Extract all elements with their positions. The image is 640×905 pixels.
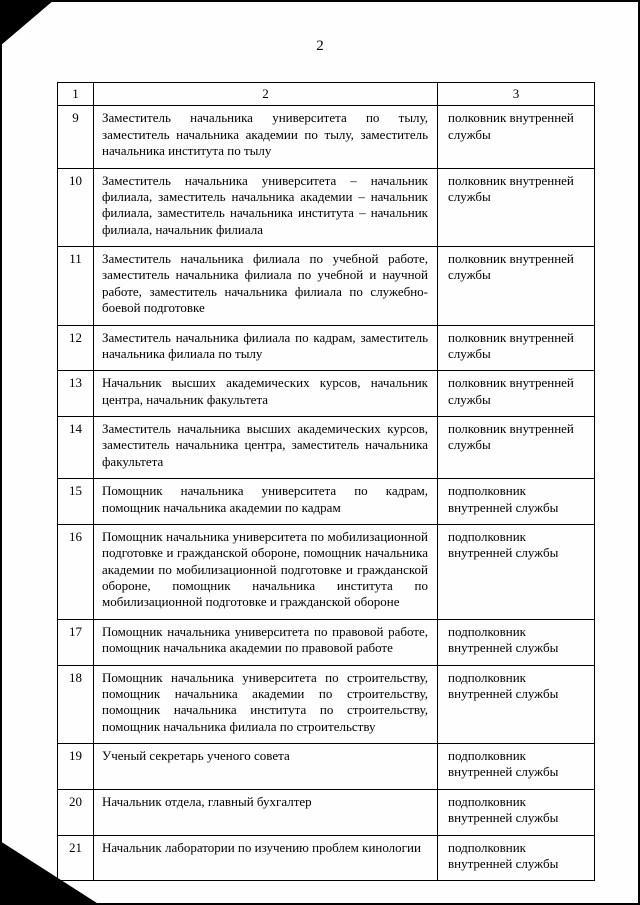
rank-text: подполковник внутренней службы [438,524,595,619]
table-row [58,665,595,744]
table-row [58,168,595,247]
table-row [58,789,595,835]
position-text: Начальник высших академических курсов, начальник центра, начальник факультета [94,371,438,417]
row-number: 10 [58,168,94,247]
position-text: Помощник начальника университета по мобилизационной подготовке и гражданской обороне, помощник начальника академии по мобилизационной подготовке и гражданской обороне, помощник начальника института по мобилизационной подготовке и гражданской обороне [94,524,438,619]
row-number: 11 [58,247,94,326]
rank-text: полковник внутренней службы [438,168,595,247]
rank-text: полковник внутренней службы [438,371,595,417]
row-number: 9 [58,106,94,168]
position-text: Помощник начальника университета по кадрам, помощник начальника академии по кадрам [94,479,438,525]
table-row [58,106,595,168]
page-number: 2 [316,38,324,54]
rank-text: подполковник внутренней службы [438,835,595,881]
position-text: Начальник лаборатории по изучению проблем кинологии [94,835,438,881]
position-text: Заместитель начальника университета по тылу, заместитель начальника академии по тылу, заместитель начальника института по тылу [94,106,438,168]
rank-text: полковник внутренней службы [438,325,595,371]
row-number: 15 [58,479,94,525]
table-row [58,744,595,790]
row-number: 18 [58,665,94,744]
table-header-row [58,83,595,106]
table-row [58,479,595,525]
table-row [58,247,595,326]
rank-text: подполковник внутренней службы [438,665,595,744]
position-text: Заместитель начальника университета – начальник филиала, заместитель начальника академии – начальник филиала, заместитель начальника института – начальник филиала, начальник филиала [94,168,438,247]
row-number: 19 [58,744,94,790]
rank-text: подполковник внутренней службы [438,479,595,525]
row-number: 17 [58,619,94,665]
row-number: 13 [58,371,94,417]
position-text: Помощник начальника университета по строительству, помощник начальника академии по строительству, помощник начальника института по строительству, помощник начальника филиала по строительству [94,665,438,744]
row-number: 21 [58,835,94,881]
position-text: Начальник отдела, главный бухгалтер [94,789,438,835]
table-header-col-3: 3 [438,83,595,106]
table-body [58,106,595,881]
row-number: 16 [58,524,94,619]
table-row [58,371,595,417]
row-number: 20 [58,789,94,835]
rank-text: подполковник внутренней службы [438,789,595,835]
position-text: Заместитель начальника высших академических курсов, заместитель начальника центра, заместитель начальника факультета [94,417,438,479]
row-number: 14 [58,417,94,479]
table-header-col-1: 1 [58,83,94,106]
rank-text: полковник внутренней службы [438,247,595,326]
rank-text: полковник внутренней службы [438,417,595,479]
table-header-col-2: 2 [94,83,438,106]
table-row [58,417,595,479]
rank-text: подполковник внутренней службы [438,619,595,665]
rank-text: подполковник внутренней службы [438,744,595,790]
table-row [58,619,595,665]
position-text: Помощник начальника университета по правовой работе, помощник начальника академии по правовой работе [94,619,438,665]
table-row [58,325,595,371]
rank-text: полковник внутренней службы [438,106,595,168]
table-row [58,835,595,881]
row-number: 12 [58,325,94,371]
positions-ranks-table [57,82,595,881]
position-text: Ученый секретарь ученого совета [94,744,438,790]
position-text: Заместитель начальника филиала по учебной работе, заместитель начальника филиала по учебной и научной работе, заместитель начальника филиала по служебно-боевой подготовке [94,247,438,326]
position-text: Заместитель начальника филиала по кадрам, заместитель начальника филиала по тылу [94,325,438,371]
table-row [58,524,595,619]
